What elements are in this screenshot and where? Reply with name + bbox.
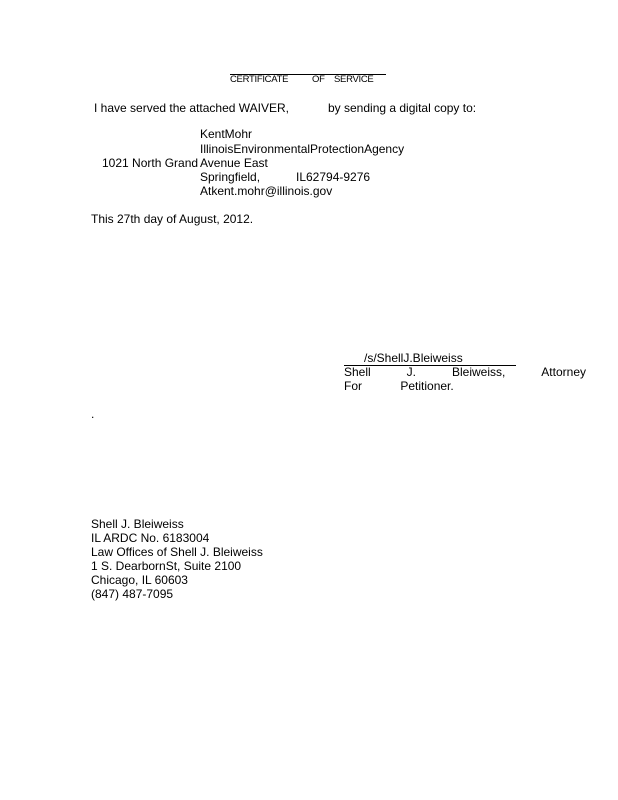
attorney-firm: Law Offices of Shell J. Bleiweiss — [91, 545, 263, 559]
title-word-certificate: CERTIFICATE — [230, 74, 289, 85]
signature-line — [344, 351, 516, 366]
signature-name-line — [344, 365, 586, 379]
title-word-of: OF — [312, 74, 325, 85]
service-line-part2: by sending a digital copy to: — [328, 101, 477, 115]
title-word-service: SERVICE — [334, 74, 374, 85]
signature-role-line — [344, 379, 454, 393]
stray-period: . — [91, 407, 95, 421]
recipient-street-suffix: Avenue East — [200, 156, 268, 170]
signature-word: For — [344, 379, 362, 393]
attorney-city: Chicago, IL 60603 — [91, 573, 188, 587]
signature-word: J. — [406, 365, 416, 379]
signature-word: Bleiweiss, — [451, 365, 506, 379]
attorney-phone: (847) 487-7095 — [91, 587, 174, 601]
recipient-email: Atkent.mohr@illinois.gov — [200, 184, 333, 198]
date-line: This 27th day of August, 2012. — [91, 212, 254, 226]
signature-signed: /s/ShellJ.Bleiweiss — [364, 351, 463, 365]
signature-word: Shell — [344, 365, 371, 379]
recipient-state-zip: IL62794-9276 — [296, 170, 371, 184]
attorney-street: 1 S. DearbornSt, Suite 2100 — [91, 559, 242, 573]
signature-word: Attorney — [541, 365, 586, 379]
attorney-ardc: IL ARDC No. 6183004 — [91, 531, 210, 545]
certificate-title — [230, 74, 386, 85]
recipient-street-prefix: 1021 North Grand — [102, 156, 199, 170]
recipient-name: KentMohr — [200, 127, 253, 141]
service-line-part1: I have served the attached WAIVER, — [94, 101, 289, 115]
recipient-city: Springfield, — [200, 170, 261, 184]
attorney-name: Shell J. Bleiweiss — [91, 517, 184, 531]
signature-word: Petitioner. — [400, 379, 454, 393]
recipient-agency: IllinoisEnvironmentalProtectionAgency — [200, 142, 405, 156]
